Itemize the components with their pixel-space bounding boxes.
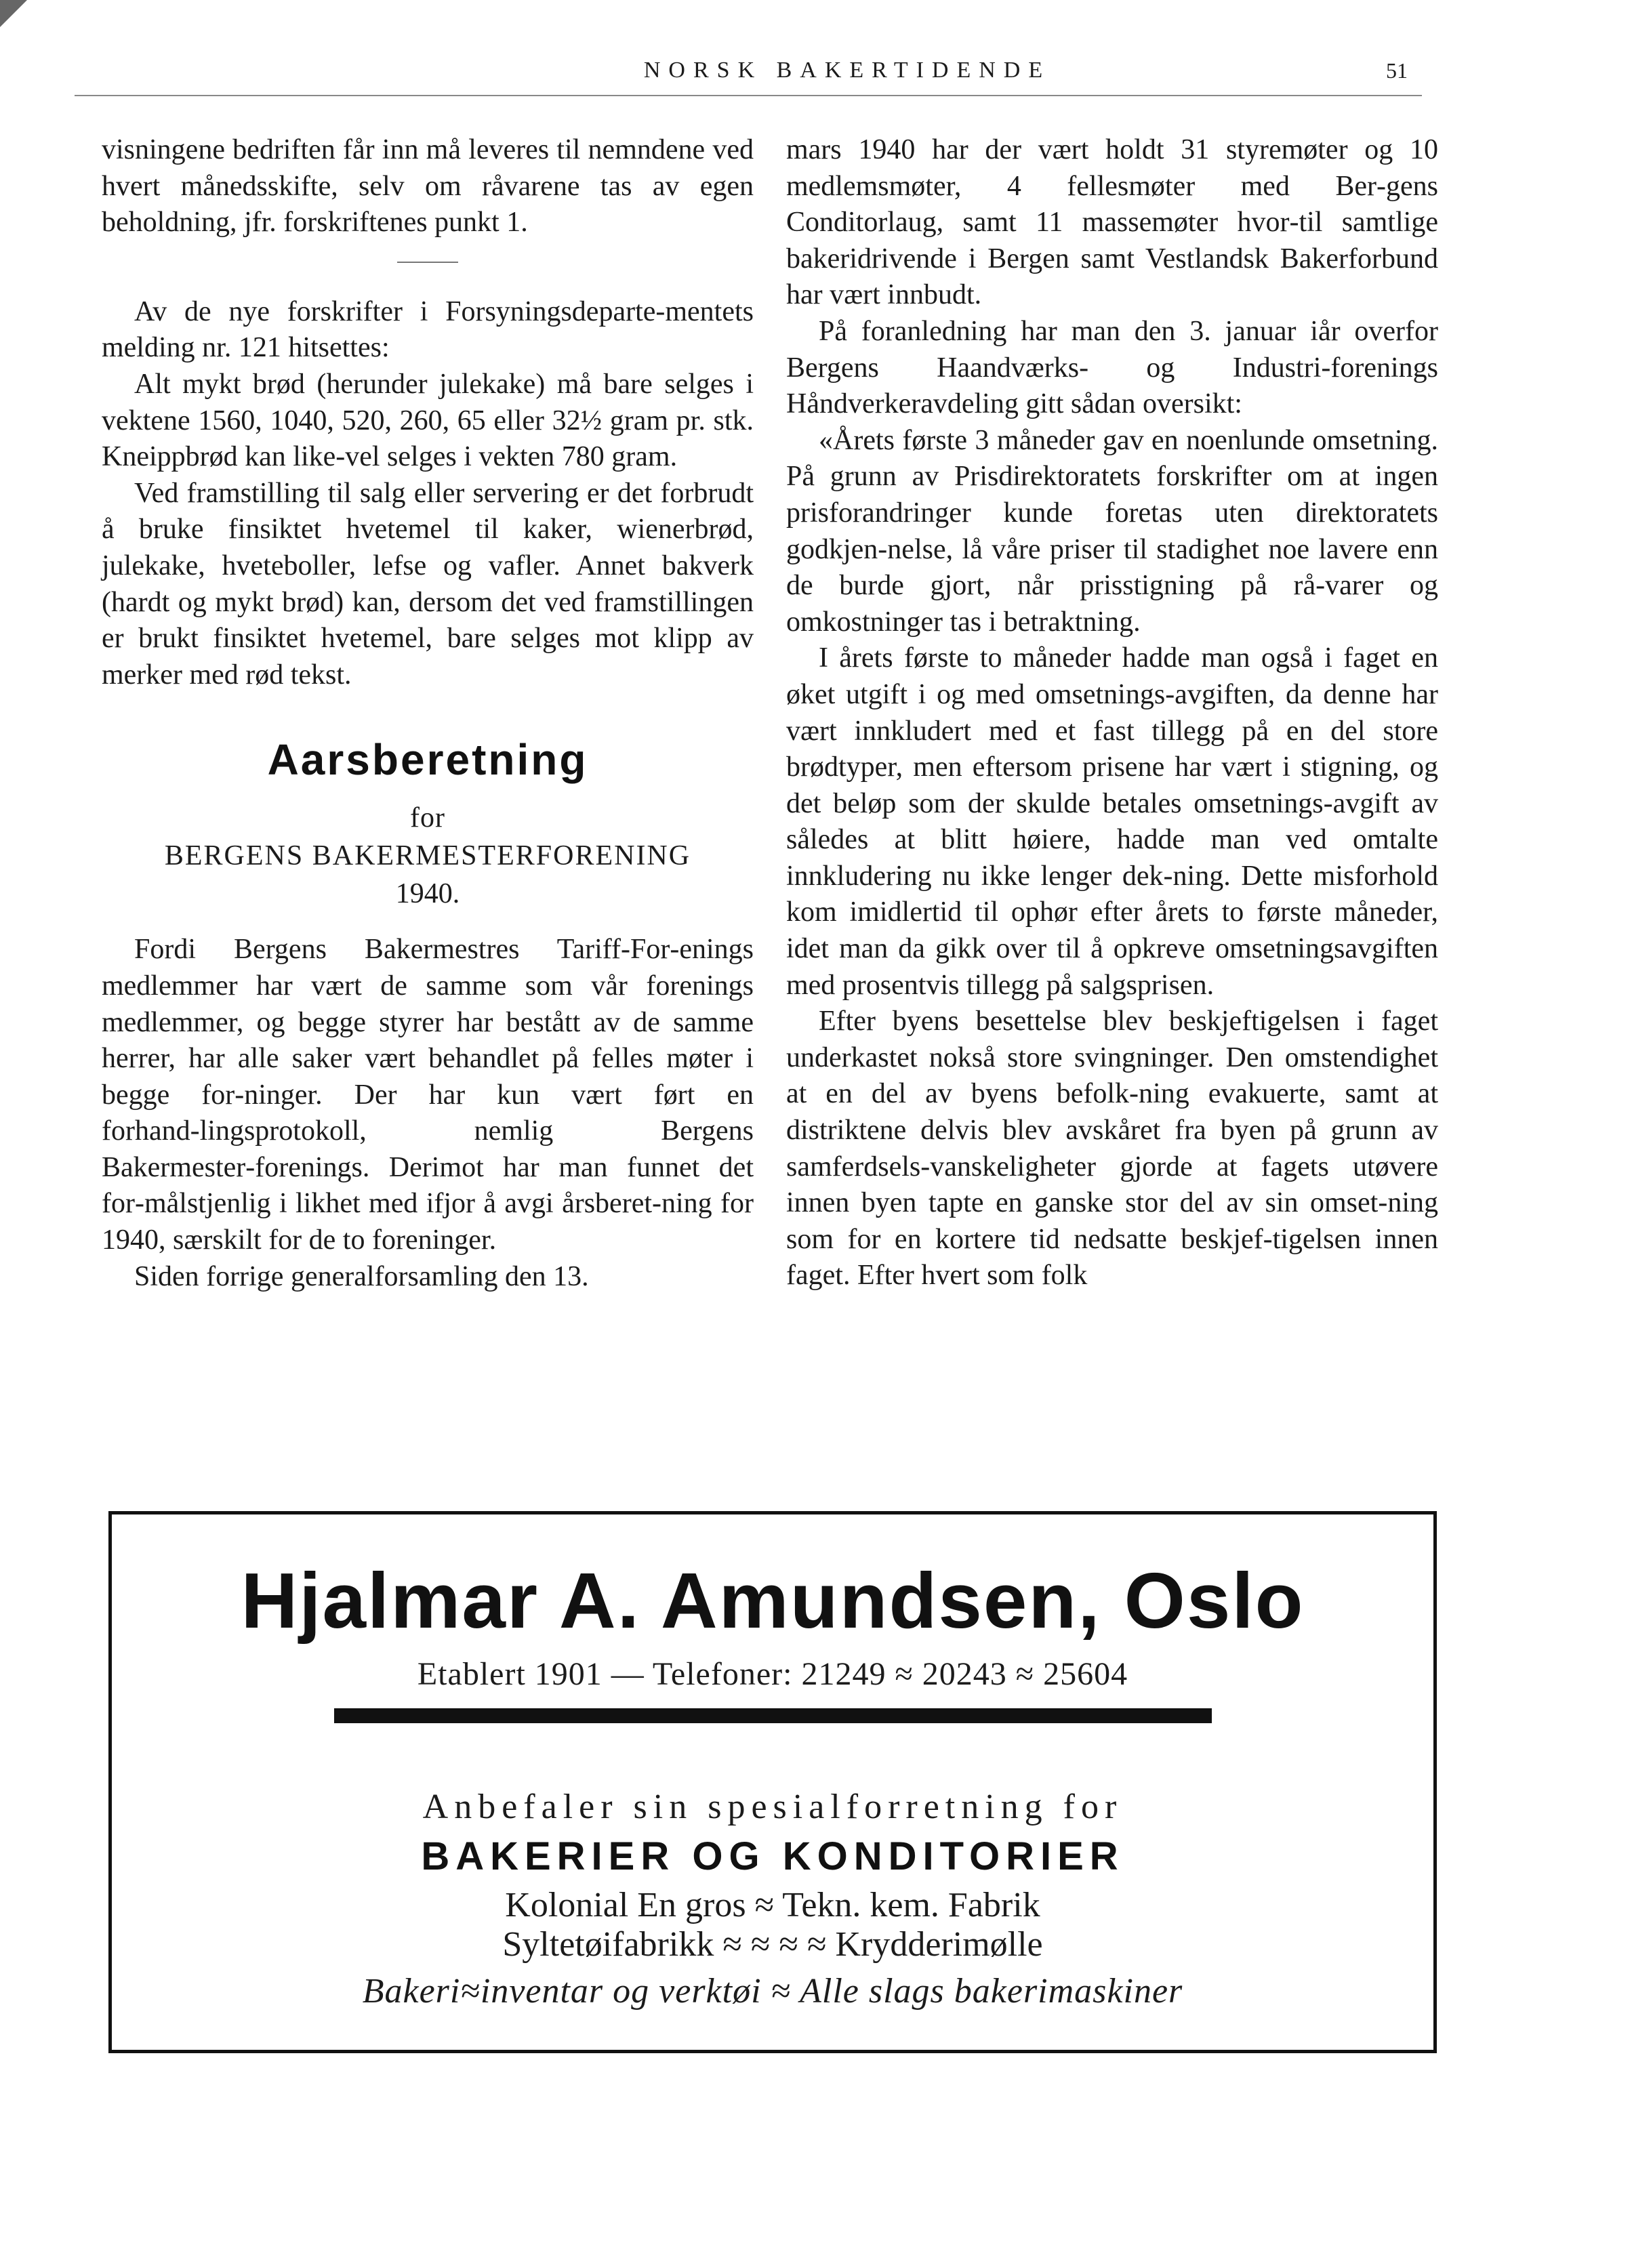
ad-divider-bar xyxy=(334,1708,1212,1723)
paragraph: visningene bedriften får inn må leveres til nemndene ved hvert månedsskifte, selv om råvarene tas av egen beholdning, jfr. forskriftenes punkt 1. xyxy=(102,134,754,239)
left-column xyxy=(102,132,754,1295)
paragraph: Efter byens besettelse blev beskjeftigelsen i faget underkastet nokså store svingninger. Den omstendighet at en del av byens befolk‑ning evakuerte, samt at distriktene delvis blev avskåret fra byen på grunn av samferdsels‑vanskeligheter gjorde at fagets utøvere innen byen tapte en ganske stor del av sin omset‑ning som for en kortere tid nedsatte beskjef‑tigelsen innen faget. Efter hvert som folk xyxy=(786,1006,1438,1292)
paragraph: Ved framstilling til salg eller servering er det forbrudt å bruke finsiktet hvetemel til kaker, wienerbrød, julekake, hveteboller, lefse og vafler. Annet bakverk (hardt og mykt brød) kan, dersom det ved framstillingen er brukt finsiktet hvetemel, bare selges mot klipp av merker med rød tekst. xyxy=(102,477,754,690)
page-number: 51 xyxy=(1386,58,1408,83)
paragraph: Fordi Bergens Bakermestres Tariff‑For‑enings medlemmer har vært de samme som vår forenings medlemmer, og begge styrer har bestått av de samme herrer, har alle saker vært behandlet på felles møter i begge for‑ninger. Der har kun vært ført en forhand‑lingsprotokoll, nemlig Bergens Bakermester‑forenings. Derimot har man funnet det for‑målstjenlig i likhet med ifjor å avgi årsberet‑ning for 1940, særskilt for de to foreninger. xyxy=(102,934,754,1256)
paragraph: Av de nye forskrifter i Forsyningsdeparte‑mentets melding nr. 121 hitsettes: xyxy=(102,295,754,364)
paragraph: I årets første to måneder hadde man også i faget en øket utgift i og med omsetnings‑avgiften, da denne har vært innkludert med et fast tillegg på en del store brødtyper, men eftersom prisene har vært i stigning, og det beløp som der skulde betales omsetnings‑avgift av således at blitt høiere, hadde man ved omtalte innkludering nu ikke lenger dek‑ning. Dette misforhold kom imidlertid til ophør efter årets to første måneder, idet man da gikk over til å opkreve omsetningsavgiften med prosentvis tillegg på salgsprisen. xyxy=(786,642,1438,1001)
header-rule xyxy=(75,95,1422,96)
running-title: NORSK BAKERTIDENDE xyxy=(643,58,1051,83)
paragraph: Alt mykt brød (herunder julekake) må bare selges i vektene 1560, 1040, 520, 260, 65 eller 32½ gram pr. stk. Kneippbrød kan like‑vel selges i vekten 780 gram. xyxy=(102,368,754,473)
ad-products-line-2: Syltetøifabrikk ≈ ≈ ≈ ≈ Krydderimølle xyxy=(502,1925,1043,1964)
ad-recommends-line: Anbefaler sin spesialforretning for xyxy=(422,1788,1123,1826)
section-subtitle-year: 1940. xyxy=(395,878,460,910)
advertisement-box xyxy=(108,1511,1437,2053)
ad-established-phones: Etablert 1901 — Telefoner: 21249 ≈ 20243 ≈ 25604 xyxy=(417,1656,1128,1692)
section-subtitle-organization: BERGENS BAKERMESTERFORENING xyxy=(164,840,691,872)
scan-corner-mark xyxy=(0,0,27,27)
right-column xyxy=(786,132,1438,1294)
paragraph: mars 1940 har der vært holdt 31 styremøter og 10 medlemsmøter, 4 fellesmøter med Ber‑gens Conditorlaug, samt 11 massemøter hvor‑til samtlige bakeridrivende i Bergen samt Vestlandsk Bakerforbund har vært innbudt. xyxy=(786,134,1438,311)
separator-rule xyxy=(397,262,458,263)
paragraph: «Årets første 3 måneder gav en noenlunde omsetning. På grunn av Prisdirektoratets forskrifter om at ingen prisforandringer kunde foretas uten direktoratets godkjen‑nelse, lå våre priser til stadighet noe lavere enn de burde gjort, når prisstigning på rå‑varer og omkostninger tas i betraktning. xyxy=(786,424,1438,638)
section-title: Aarsberetning xyxy=(267,735,588,785)
ad-specialty-line: BAKERIER OG KONDITORIER xyxy=(421,1834,1124,1878)
ad-products-line-1: Kolonial En gros ≈ Tekn. kem. Fabrik xyxy=(505,1886,1040,1924)
section-subtitle-for: for xyxy=(410,802,445,834)
paragraph: På foranledning har man den 3. januar iår overfor Bergens Haandværks‑ og Industri‑forenings Håndverkeravdeling gitt sådan oversikt: xyxy=(786,315,1438,420)
ad-tagline: Bakeri≈inventar og verktøi ≈ Alle slags bakerimaskiner xyxy=(362,1972,1183,2011)
paragraph: Siden forrige generalforsamling den 13. xyxy=(134,1260,589,1292)
ad-company-name: Hjalmar A. Amundsen, Oslo xyxy=(241,1556,1305,1645)
